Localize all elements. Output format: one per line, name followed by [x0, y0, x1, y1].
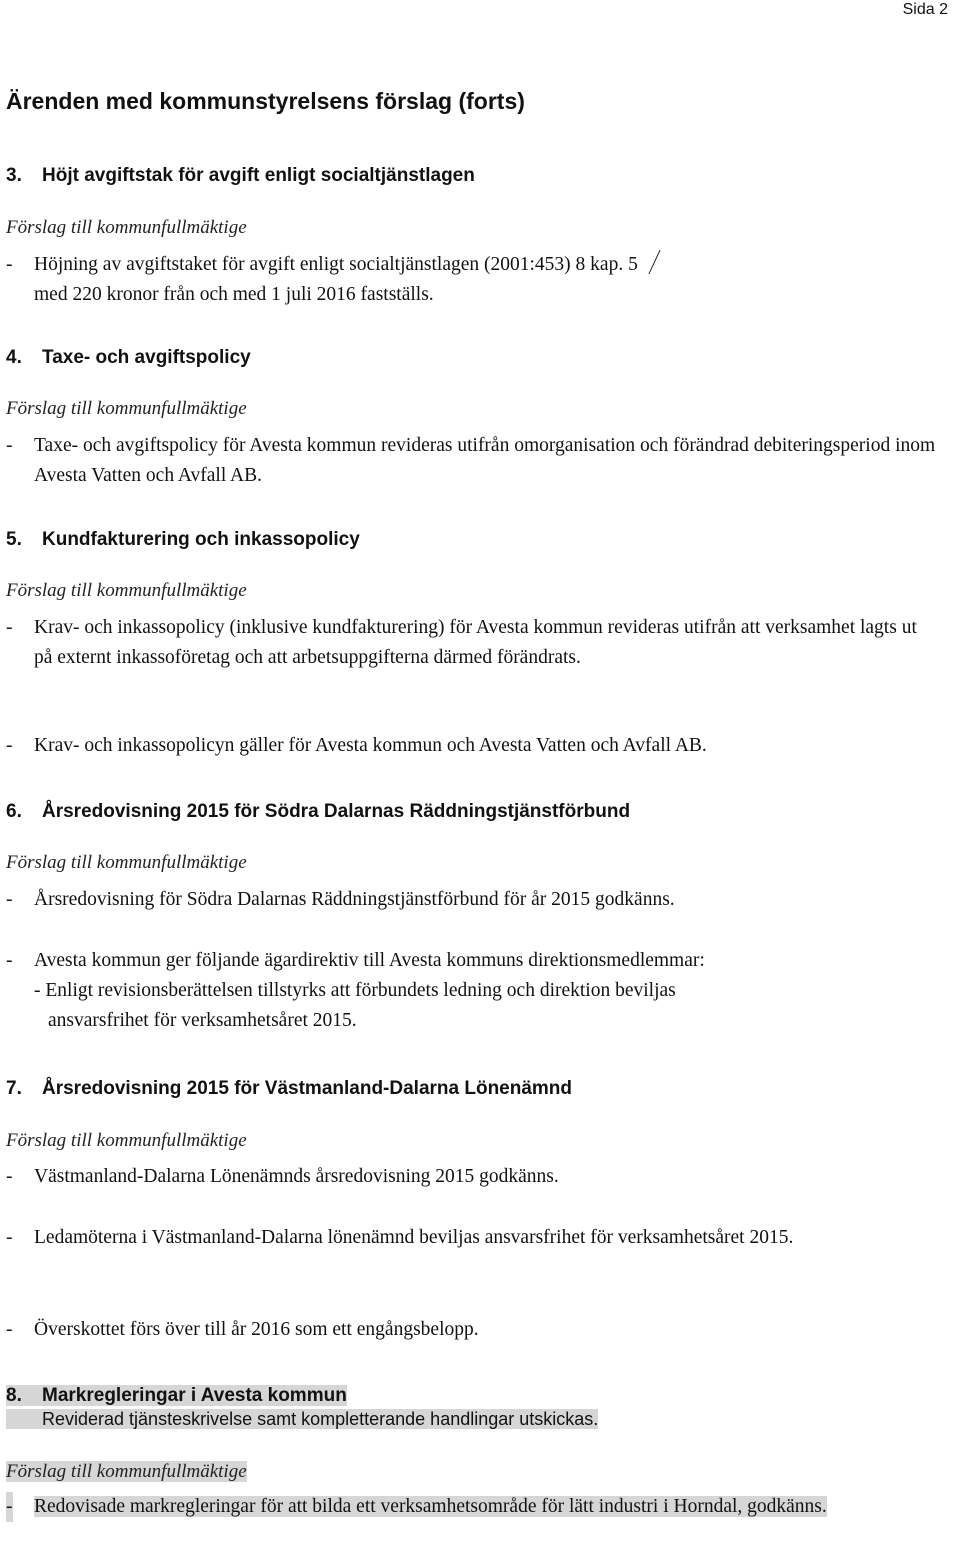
- section-title-text: Kundfakturering och inkassopolicy: [42, 529, 360, 550]
- list-item: - Västmanland-Dalarna Lönenämnds årsredovisning 2015 godkänns.: [6, 1162, 936, 1192]
- proposal-label: Förslag till kommunfullmäktige: [6, 217, 247, 238]
- revision-note-text: Reviderad tjänsteskrivelse samt kompletterande handlingar utskickas.: [6, 1409, 598, 1429]
- list-item-text: Krav- och inkassopolicy (inklusive kundfakturering) för Avesta kommun revideras utifrån att verksamhet lagts ut på externt inkassoföretag och att arbetsuppgifterna därmed förändrats.: [34, 617, 917, 668]
- list-item-text: Överskottet förs över till år 2016 som ett engångsbelopp.: [34, 1319, 479, 1340]
- list-item-text: med 220 kronor från och med 1 juli 2016 fastställs.: [34, 284, 434, 305]
- section-title-text: Taxe- och avgiftspolicy: [42, 347, 251, 368]
- section-number: 3.: [6, 165, 22, 186]
- section-number: 6.: [6, 801, 22, 822]
- section-4-title: [6, 347, 251, 369]
- list-item: - Höjning av avgiftstaket för avgift enligt socialtjänstlagen (2001:453) 8 kap. 5 med 220 kronor från och med 1 juli 2016 fastställs.: [6, 250, 936, 310]
- section-title-text: Höjt avgiftstak för avgift enligt socialtjänstlagen: [42, 165, 475, 186]
- proposal-label: Förslag till kommunfullmäktige: [6, 580, 247, 601]
- page-heading: Ärenden med kommunstyrelsens förslag (forts): [6, 88, 525, 114]
- list-item: - Avesta kommun ger följande ägardirektiv till Avesta kommuns direktionsmedlemmar:: [6, 946, 936, 976]
- list-item-text: Årsredovisning för Södra Dalarnas Räddningstjänstförbund för år 2015 godkänns.: [34, 889, 675, 910]
- section-title-text: Årsredovisning 2015 för Södra Dalarnas Räddningstjänstförbund: [42, 801, 631, 822]
- list-item-text: Västmanland-Dalarna Lönenämnds årsredovisning 2015 godkänns.: [34, 1166, 559, 1187]
- sub-item-text: ansvarsfrihet för verksamhetsåret 2015.: [48, 1010, 357, 1031]
- list-item: - Överskottet förs över till år 2016 som ett engångsbelopp.: [6, 1315, 936, 1345]
- section-number: 4.: [6, 347, 22, 368]
- proposal-label: Förslag till kommunfullmäktige: [6, 398, 247, 419]
- section-number: 5.: [6, 529, 22, 550]
- list-item-text: Taxe- och avgiftspolicy för Avesta kommun revideras utifrån omorganisation och förändrad debiteringsperiod inom Avesta Vatten och Avfall AB.: [34, 435, 936, 486]
- list-item-text: Ledamöterna i Västmanland-Dalarna lönenämnd beviljas ansvarsfrihet för verksamhetsåret 2015.: [34, 1227, 794, 1248]
- section-number: 7.: [6, 1078, 22, 1099]
- section-number: 8.: [6, 1385, 22, 1406]
- proposal-label: Förslag till kommunfullmäktige: [6, 852, 247, 873]
- proposal-label: Förslag till kommunfullmäktige: [6, 1130, 247, 1151]
- section-title-text: Årsredovisning 2015 för Västmanland-Dalarna Lönenämnd: [42, 1078, 573, 1099]
- list-item: - Taxe- och avgiftspolicy för Avesta kommun revideras utifrån omorganisation och förändrad debiteringsperiod inom Avesta Vatten och Avfall AB.: [6, 431, 936, 491]
- page-number: Sida 2: [902, 1, 948, 18]
- list-item-text: Höjning av avgiftstaket för avgift enligt socialtjänstlagen (2001:453) 8 kap. 5: [34, 254, 638, 275]
- section-7-title: [6, 1078, 572, 1100]
- list-item: - Årsredovisning för Södra Dalarnas Räddningstjänstförbund för år 2015 godkänns.: [6, 885, 936, 915]
- proposal-label-text: Förslag till kommunfullmäktige: [6, 1461, 247, 1482]
- section-5-title: [6, 529, 360, 551]
- sub-item-text: - Enligt revisionsberättelsen tillstyrks att förbundets ledning och direktion beviljas: [34, 980, 676, 1001]
- section-6-title: [6, 801, 630, 823]
- list-item: - Krav- och inkassopolicyn gäller för Avesta kommun och Avesta Vatten och Avfall AB.: [6, 731, 936, 761]
- sub-item: [6, 976, 936, 1036]
- list-item-text: Avesta kommun ger följande ägardirektiv till Avesta kommuns direktionsmedlemmar:: [34, 950, 705, 971]
- section-title-text: Markregleringar i Avesta kommun: [42, 1385, 347, 1406]
- list-item-text: Redovisade markregleringar för att bilda ett verksamhetsområde för lätt industri i Horndal, godkänns.: [34, 1496, 827, 1517]
- list-item: - Krav- och inkassopolicy (inklusive kundfakturering) för Avesta kommun revideras utifrån att verksamhet lagts ut på externt inkassoföretag och att arbetsuppgifterna därmed förändrats.: [6, 613, 936, 673]
- section-3-title: [6, 165, 475, 187]
- proposal-label: [6, 1461, 247, 1483]
- revision-note: [6, 1409, 598, 1430]
- section-8-title: [6, 1385, 347, 1407]
- strikethrough-mark: [640, 250, 660, 274]
- list-item: - Redovisade markregleringar för att bilda ett verksamhetsområde för lätt industri i Horndal, godkänns.: [6, 1492, 936, 1522]
- list-item: - Ledamöterna i Västmanland-Dalarna lönenämnd beviljas ansvarsfrihet för verksamhetsåret 2015.: [6, 1223, 936, 1253]
- list-item-text: Krav- och inkassopolicyn gäller för Avesta kommun och Avesta Vatten och Avfall AB.: [34, 735, 707, 756]
